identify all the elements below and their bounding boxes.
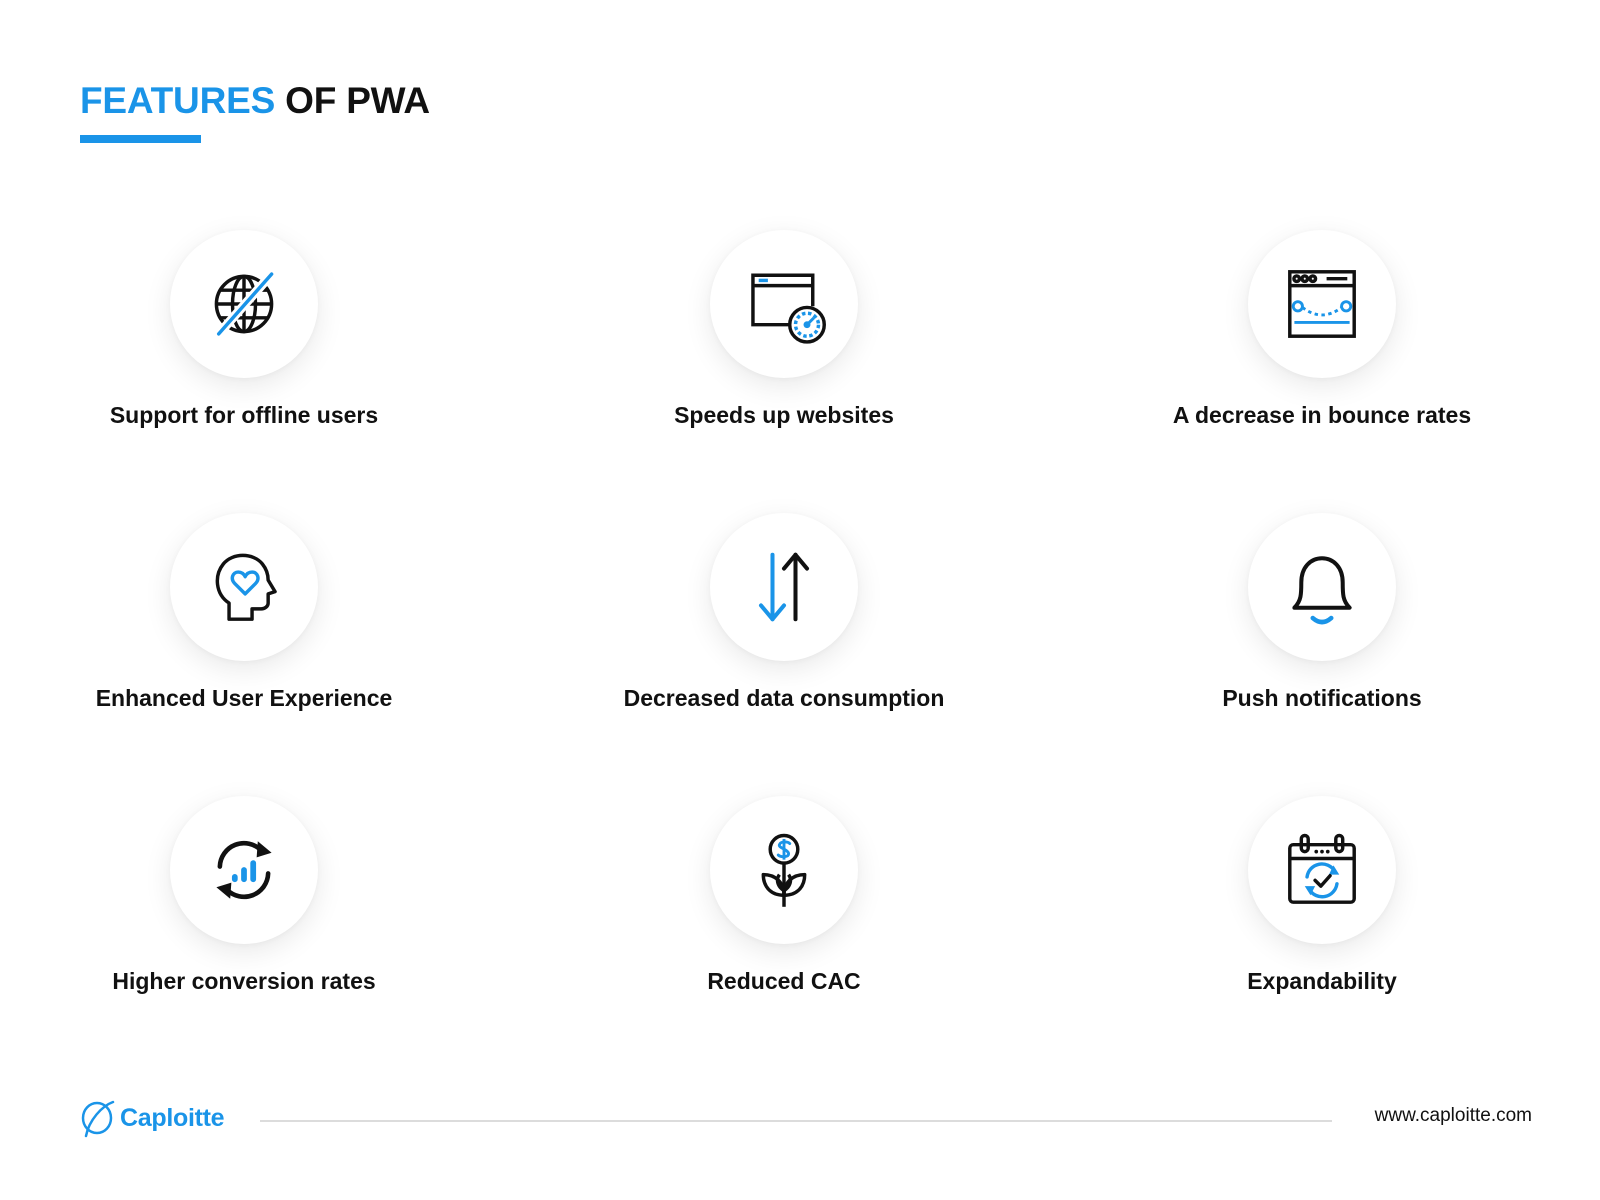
icon-circle <box>1248 796 1396 944</box>
title-accent: FEATURES <box>80 80 276 121</box>
website-link[interactable]: www.caploitte.com <box>1374 1105 1532 1126</box>
feature-label: Enhanced User Experience <box>95 685 393 711</box>
feature-label: Speeds up websites <box>674 402 894 428</box>
icon-circle <box>1248 513 1396 661</box>
feature-conversion-rates <box>34 796 454 1036</box>
browser-bounce-icon <box>1276 258 1368 350</box>
feature-reduced-cac <box>574 796 994 1036</box>
feature-offline-support <box>34 230 454 470</box>
feature-label: A decrease in bounce rates <box>1172 402 1472 428</box>
feature-label: Expandability <box>1247 968 1397 994</box>
icon-circle <box>170 513 318 661</box>
title-rest: OF PWA <box>275 80 430 121</box>
feature-user-experience <box>34 513 454 753</box>
feature-bounce-rates <box>1112 230 1532 470</box>
icon-circle <box>1248 230 1396 378</box>
feature-data-consumption <box>574 513 994 753</box>
footer <box>80 1098 1532 1138</box>
offline-globe-icon <box>198 258 290 350</box>
icon-circle <box>710 230 858 378</box>
feature-expandability <box>1112 796 1532 1036</box>
bell-icon <box>1276 541 1368 633</box>
caploitte-logo <box>80 1098 116 1138</box>
icon-circle <box>710 796 858 944</box>
brand[interactable] <box>80 1098 224 1138</box>
icon-circle <box>170 796 318 944</box>
up-down-arrows-icon <box>738 541 830 633</box>
footer-divider <box>260 1120 1332 1122</box>
feature-push-notifications <box>1112 513 1532 753</box>
brand-name: Caploitte <box>120 1103 225 1132</box>
head-heart-icon <box>198 541 290 633</box>
page-title <box>80 80 430 123</box>
feature-label: Reduced CAC <box>707 968 861 994</box>
calendar-sync-icon <box>1276 824 1368 916</box>
logo-icon <box>80 1098 116 1138</box>
feature-label: Decreased data consumption <box>623 685 945 711</box>
page-header <box>80 80 430 143</box>
title-underline <box>80 135 201 143</box>
feature-speed <box>574 230 994 470</box>
feature-label: Push notifications <box>1222 685 1422 711</box>
dollar-plant-icon <box>738 824 830 916</box>
refresh-chart-icon <box>198 824 290 916</box>
icon-circle <box>710 513 858 661</box>
icon-circle <box>170 230 318 378</box>
browser-speed-icon <box>738 258 830 350</box>
feature-label: Higher conversion rates <box>112 968 376 994</box>
feature-label: Support for offline users <box>109 402 379 428</box>
